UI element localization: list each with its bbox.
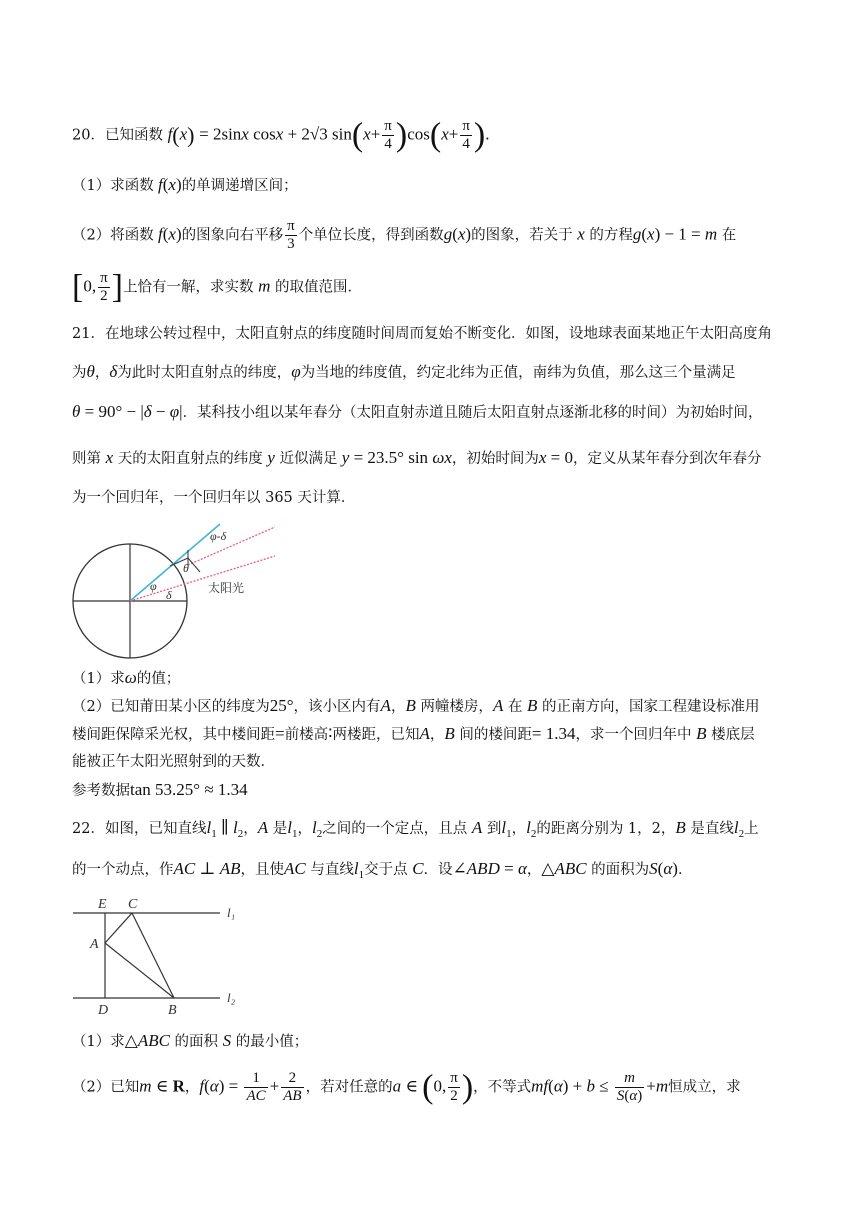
q21-sub2-line2: 楼间距保障采光权，其中楼间距=前楼高∶两楼距，已知A，B 间的楼间距= 1.34，求一个回归年中 B 楼底层	[72, 724, 755, 743]
label-E: E	[98, 897, 107, 912]
q22-sub1: （1）求△ABC 的面积 S 的最小值；	[72, 1031, 309, 1050]
q20-part2-line1: （2）将函数 f(x)的图象向右平移 $\frac{\pi}{3}$ 个单位长度，得到函数g(x)的图象，若关于 x 的方程g(x) − 1 = m 在	[72, 218, 737, 252]
q20-part1: （1）求函数 f(x)的单调递增区间；	[72, 175, 298, 194]
q21-sub2-line3: 能被正午太阳光照射到的天数．	[72, 754, 275, 770]
q21-sunlight-figure	[70, 520, 280, 665]
label-delta: δ	[166, 588, 172, 602]
label-phi: φ	[150, 579, 157, 593]
q22-line2: 的一个动点，作AC ⊥ AB，且使AC 与直线$l_1$交于点 C．设∠ABD = α，△ABC 的面积为S(α)．	[72, 859, 693, 881]
q21-sub2-line1: （2）已知莆田某小区的纬度为25°，该小区内有A，B 两幢楼房，A 在 B 的正南方向，国家工程建设标准用	[72, 696, 760, 715]
q22-sub2: （2）已知m ∈ R，f(α) = $\frac{1}{AC}$ + $\frac{2}{AB}$ ，若对任意的a ∈ (0, $\frac{\pi}{2}$ )，不等式mf(α) + b ≤ $\frac{m}{S(\alpha)}$ +m恒成立，求	[72, 1068, 741, 1106]
q21-line1: 21．在地球公转过程中，太阳直射点的纬度随时间周而复始不断变化．如图，设地球表面某地正午太阳高度角	[72, 326, 772, 342]
label-sunlight: 太阳光	[208, 581, 245, 595]
q21-line5: 为一个回归年，一个回归年以 365 天计算．	[72, 490, 356, 506]
q21-reference: 参考数据tan 53.25° ≈ 1.34	[72, 780, 248, 799]
q21-line3: θ = 90° − |δ − φ|．某科技小组以某年春分（太阳直射赤道且随后太阳直射点逐渐北移的时间）为初始时间，	[72, 402, 763, 421]
segment-CB	[132, 913, 174, 998]
segment-AB	[105, 943, 174, 998]
sunray-upper	[188, 527, 275, 565]
label-B: B	[168, 1003, 177, 1018]
q21-line2: 为θ，δ为此时太阳直射点的纬度，φ为当地的纬度值，约定北纬为正值，南纬为负值，那么这三个量满足	[72, 362, 736, 381]
label-l1: l₁	[227, 905, 236, 920]
segment-AC	[105, 913, 132, 943]
label-phi-delta: φ-δ	[210, 529, 227, 543]
label-l2: l₂	[227, 990, 236, 1005]
label-C: C	[128, 897, 138, 912]
q22-line1: 22．如图，已知直线$l_1$ ∥ $l_2$，A 是$l_1$，$l_2$之间的一个定点，且点 A 到$l_1$，$l_2$的距离分别为 1，2，B 是直线$l_2$上	[72, 818, 759, 840]
label-A: A	[90, 937, 99, 952]
q21-sub1: （1）求ω的值；	[72, 668, 181, 687]
q21-line4: 则第 x 天的太阳直射点的纬度 y 近似满足 y = 23.5° sin ωx，初始时间为x = 0，定义从某年春分到次年春分	[72, 448, 762, 467]
label-D: D	[98, 1003, 109, 1018]
radius-line	[130, 524, 220, 601]
q20-part2-line2: [0, $\frac{\pi}{2}$ ]上恰有一解，求实数 m 的取值范围．	[72, 268, 362, 306]
q22-geometry-figure	[70, 893, 250, 1018]
q20-statement: 20．已知函数 f(x) = 2sinx cosx + 2√3 sin(x+ $\frac{\pi}{4}$ )cos(x+ $\frac{\pi}{4}$ ).	[72, 116, 490, 154]
label-theta: θ	[183, 561, 189, 575]
